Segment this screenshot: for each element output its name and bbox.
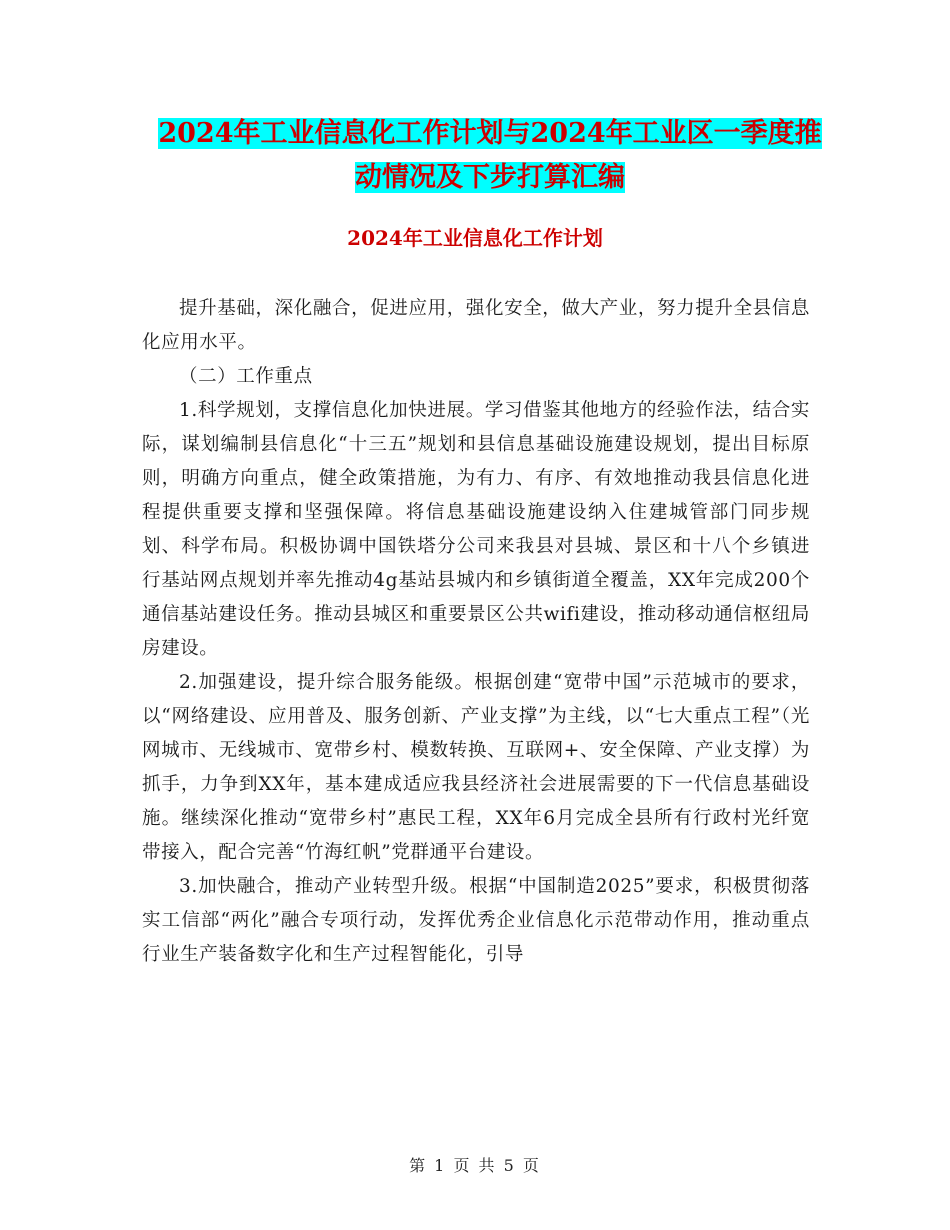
document-title-line2: 动情况及下步打算汇编: [355, 162, 625, 193]
paragraph-heading: （二）工作重点: [179, 366, 313, 387]
document-title: [140, 112, 840, 200]
paragraph-item-1: 1.科学规划，支撑信息化加快进展。学习借鉴其他地方的经验作法，结合实际，谋划编制县信息化“十三五”规划和县信息基础设施建设规划，提出目标原则，明确方向重点，健全政策措施，为有力、有序、有效地推动我县信息化进程提供重要支撑和坚强保障。将信息基础设施建设纳入住建城管部门同步规划、科学布局。积极协调中国铁塔分公司来我县对县城、景区和十八个乡镇进行基站网点规划并率先推动4g基站县城内和乡镇街道全覆盖，XX年完成200个通信基站建设任务。推动县城区和重要景区公共wifi建设，推动移动通信枢纽局房建设。: [142, 400, 810, 659]
section-title: 2024年工业信息化工作计划: [347, 226, 603, 250]
paragraph-item-3: 3.加快融合，推动产业转型升级。根据“中国制造2025”要求，积极贯彻落实工信部“两化”融合专项行动，发挥优秀企业信息化示范带动作用，推动重点行业生产装备数字化和生产过程智能化，引导: [142, 876, 810, 965]
page-footer: 第 1 页 共 5 页: [409, 1156, 541, 1175]
paragraph-item-2: 2.加强建设，提升综合服务能级。根据创建“宽带中国”示范城市的要求，以“网络建设、应用普及、服务创新、产业支撑”为主线，以“七大重点工程”（光网城市、无线城市、宽带乡村、模数转换、互联网+、安全保障、产业支撑）为抓手，力争到XX年，基本建成适应我县经济社会进展需要的下一代信息基础设施。继续深化推动“宽带乡村”惠民工程，XX年6月完成全县所有行政村光纤宽带接入，配合完善“竹海红帆”党群通平台建设。: [142, 672, 810, 863]
document-title-line1: 2024年工业信息化工作计划与2024年工业区一季度推: [158, 118, 822, 149]
body-text: [142, 292, 810, 972]
paragraph-intro: 提升基础，深化融合，促进应用，强化安全，做大产业，努力提升全县信息化应用水平。: [142, 298, 810, 353]
